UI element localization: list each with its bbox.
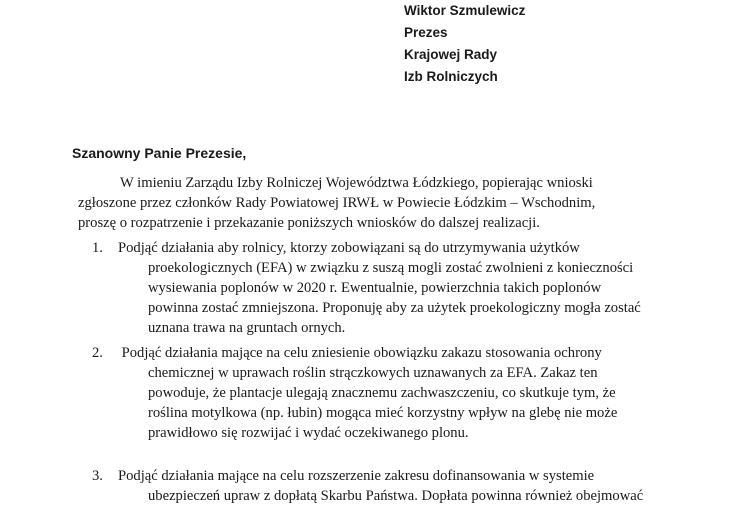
item-number: 2. — [92, 345, 103, 361]
request-item-1 — [92, 238, 678, 338]
intro-line: zgłoszone przez członków Rady Powiatowej IRWŁ w Powiecie Łódzkim – Wschodnim, — [78, 195, 596, 211]
item-line: prawidłowo się rozwijać i wydać oczekiwanego plonu. — [148, 425, 469, 441]
intro-line: proszę o rozpatrzenie i przekazanie poniższych wniosków do dalszej realizacji. — [78, 215, 540, 231]
intro-line: W imieniu Zarządu Izby Rolniczej Województwa Łódzkiego, popierając wnioski — [120, 175, 593, 191]
recipient-org-line1: Krajowej Rady — [404, 47, 498, 62]
item-line: powinna zostać zmniejszona. Proponuję aby za użytek proekologiczny mogła zostać — [148, 300, 641, 316]
request-item-2 — [92, 343, 678, 443]
item-line: chemicznej w uprawach roślin strączkowych uznawanych za EFA. Zakaz ten — [148, 365, 598, 381]
item-line: Podjąć działania mające na celu rozszerzenie zakresu dofinansowania w systemie — [118, 468, 595, 484]
intro-paragraph — [78, 173, 678, 233]
salutation: Szanowny Panie Prezesie, — [72, 145, 247, 161]
item-line: powoduje, że plantacje ulegają znacznemu zachwaszczeniu, co skutkuje tym, że — [148, 385, 616, 401]
item-line: Podjąć działania mające na celu zniesienie obowiązku zakazu stosowania ochrony — [118, 345, 602, 361]
item-line: uznana trawa na gruntach ornych. — [148, 320, 346, 336]
request-item-3 — [92, 466, 678, 506]
recipient-name: Wiktor Szmulewicz — [404, 3, 526, 18]
item-number: 3. — [92, 468, 103, 484]
item-line: ubezpieczeń upraw z dopłatą Skarbu Państwa. Dopłata powinna również obejmować — [148, 488, 644, 504]
item-line: Podjąć działania aby rolnicy, ktorzy zobowiązani są do utrzymywania użytków — [118, 240, 580, 256]
recipient-org-line2: Izb Rolniczych — [404, 69, 498, 84]
item-line: roślina motylkowa (np. łubin) mogąca mieć korzystny wpływ na glebę nie może — [148, 405, 618, 421]
item-line: proekologicznych (EFA) w związku z suszą mogli zostać zwolnieni z konieczności — [148, 260, 634, 276]
item-number: 1. — [92, 240, 103, 256]
item-line: wysiewania poplonów w 2020 r. Ewentualnie, powierzchnia takich poplonów — [148, 280, 602, 296]
recipient-title: Prezes — [404, 25, 448, 40]
recipient-block — [404, 0, 525, 88]
